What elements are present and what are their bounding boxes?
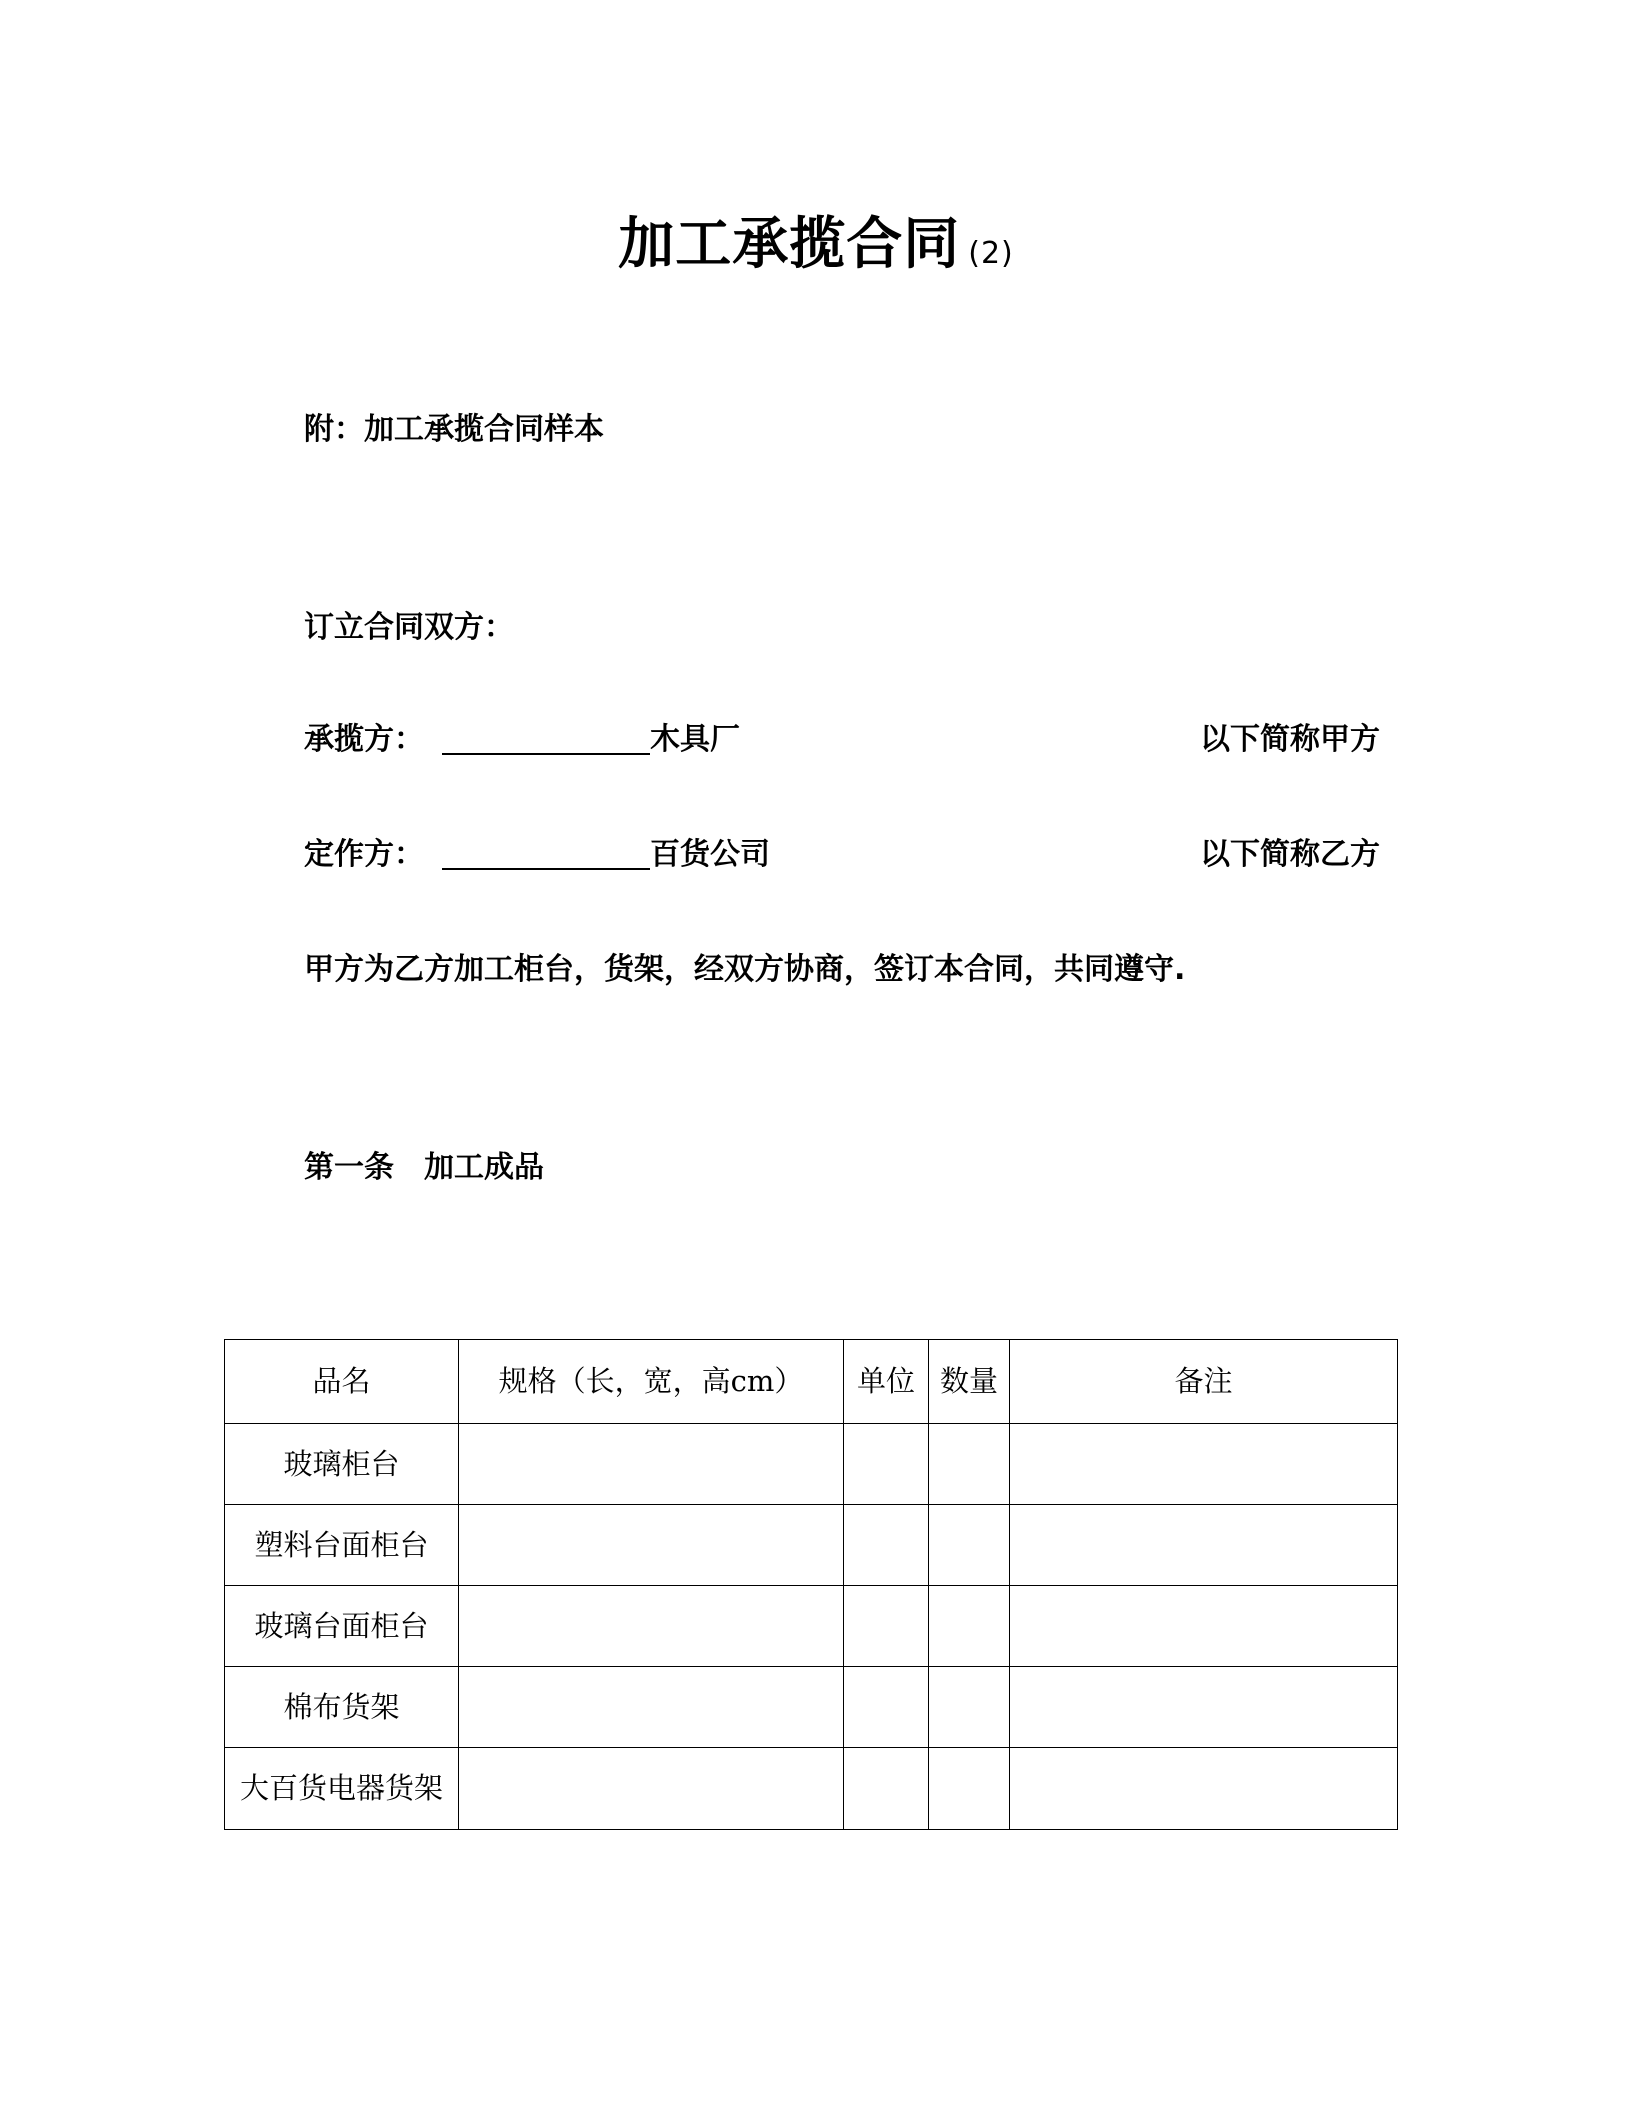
header-cell-remarks: 备注	[1010, 1340, 1398, 1424]
cell-remarks	[1010, 1667, 1398, 1748]
cell-product-name: 棉布货架	[225, 1667, 459, 1748]
cell-product-name: 玻璃柜台	[225, 1424, 459, 1505]
contractor-line	[304, 714, 1380, 758]
header-cell-quantity: 数量	[929, 1340, 1010, 1424]
contractor-label: 承揽方：	[304, 722, 424, 757]
cell-quantity	[929, 1586, 1010, 1667]
table-header-row	[225, 1340, 1398, 1424]
table-row	[225, 1748, 1398, 1830]
intro-paragraph: 甲方为乙方加工柜台，货架，经双方协商，签订本合同，共同遵守.	[304, 952, 1186, 987]
cell-quantity	[929, 1424, 1010, 1505]
parties-heading: 订立合同双方：	[304, 610, 514, 645]
cell-remarks	[1010, 1424, 1398, 1505]
orderer-line	[304, 829, 1380, 873]
orderer-name-suffix: 百货公司	[650, 837, 770, 872]
products-table	[224, 1339, 1398, 1830]
header-cell-name: 品名	[225, 1340, 459, 1424]
contractor-name-suffix: 木具厂	[650, 722, 740, 757]
header-cell-spec: 规格（长，宽，高cm）	[459, 1340, 844, 1424]
table-row	[225, 1586, 1398, 1667]
cell-quantity	[929, 1505, 1010, 1586]
table-row	[225, 1505, 1398, 1586]
contractor-name-blank	[442, 719, 650, 755]
cell-quantity	[929, 1667, 1010, 1748]
page-title	[0, 200, 1632, 280]
cell-unit	[844, 1667, 929, 1748]
cell-spec	[459, 1505, 844, 1586]
cell-remarks	[1010, 1586, 1398, 1667]
orderer-name-blank	[442, 834, 650, 870]
title-suffix: (2)	[968, 236, 1014, 271]
cell-unit	[844, 1505, 929, 1586]
header-cell-unit: 单位	[844, 1340, 929, 1424]
orderer-label: 定作方：	[304, 837, 424, 872]
title-text: 加工承揽合同	[618, 212, 961, 277]
cell-unit	[844, 1424, 929, 1505]
orderer-alias: 以下简称乙方	[1200, 837, 1380, 872]
cell-unit	[844, 1748, 929, 1830]
cell-spec	[459, 1748, 844, 1830]
table-row	[225, 1667, 1398, 1748]
cell-unit	[844, 1586, 929, 1667]
cell-remarks	[1010, 1748, 1398, 1830]
attachment-line: 附：加工承揽合同样本	[304, 412, 604, 447]
cell-product-name: 大百货电器货架	[225, 1748, 459, 1830]
cell-product-name: 玻璃台面柜台	[225, 1586, 459, 1667]
cell-spec	[459, 1667, 844, 1748]
cell-product-name: 塑料台面柜台	[225, 1505, 459, 1586]
table-row	[225, 1424, 1398, 1505]
contractor-alias: 以下简称甲方	[1200, 722, 1380, 757]
cell-quantity	[929, 1748, 1010, 1830]
cell-spec	[459, 1586, 844, 1667]
cell-remarks	[1010, 1505, 1398, 1586]
cell-spec	[459, 1424, 844, 1505]
article-1-heading: 第一条 加工成品	[304, 1150, 544, 1185]
